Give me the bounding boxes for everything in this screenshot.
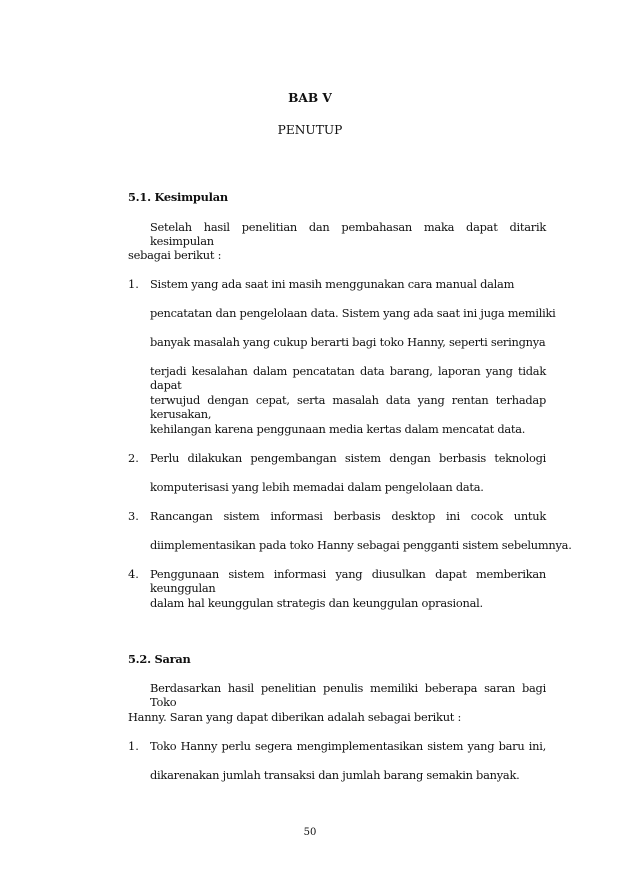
list-item-line: kehilangan karena penggunaan media kertas dalam mencatat data. <box>150 422 526 436</box>
list-item-line: Sistem yang ada saat ini masih menggunakan cara manual dalam <box>150 277 515 291</box>
list-item-line: komputerisasi yang lebih memadai dalam pengelolaan data. <box>150 480 484 494</box>
list-item-line: diimplementasikan pada toko Hanny sebagai pengganti sistem sebelumnya. <box>150 538 572 552</box>
paragraph-line: Berdasarkan hasil penelitian penulis memiliki beberapa saran bagi Toko <box>150 681 546 709</box>
list-item-line: Toko Hanny perlu segera mengimplementasikan sistem yang baru ini, <box>150 739 546 753</box>
section-heading-saran: 5.2. Saran <box>128 652 191 666</box>
chapter-label: BAB V <box>288 91 332 105</box>
list-item-number: 1. <box>128 739 139 753</box>
list-item-number: 4. <box>128 567 139 581</box>
list-item-line: Rancangan sistem informasi berbasis desktop ini cocok untuk <box>150 509 546 523</box>
chapter-title: PENUTUP <box>277 123 343 137</box>
list-item-line: pencatatan dan pengelolaan data. Sistem yang ada saat ini juga memiliki <box>150 306 556 320</box>
list-item-number: 3. <box>128 509 139 523</box>
list-item-line: dalam hal keunggulan strategis dan keunggulan oprasional. <box>150 596 483 610</box>
list-item-line: Penggunaan sistem informasi yang diusulkan dapat memberikan keunggulan <box>150 567 546 595</box>
paragraph-line: Hanny. Saran yang dapat diberikan adalah sebagai berikut : <box>128 710 462 724</box>
page-number: 50 <box>303 827 317 838</box>
list-item-line: terwujud dengan cepat, serta masalah data yang rentan terhadap kerusakan, <box>150 393 546 421</box>
list-item-number: 1. <box>128 277 139 291</box>
list-item-number: 2. <box>128 451 139 465</box>
paragraph-line: Setelah hasil penelitian dan pembahasan maka dapat ditarik kesimpulan <box>150 220 546 248</box>
list-item-line: Perlu dilakukan pengembangan sistem dengan berbasis teknologi <box>150 451 546 465</box>
paragraph-line: sebagai berikut : <box>128 248 222 262</box>
list-item-line: dikarenakan jumlah transaksi dan jumlah barang semakin banyak. <box>150 768 520 782</box>
list-item-line: banyak masalah yang cukup berarti bagi toko Hanny, seperti seringnya <box>150 335 546 349</box>
list-item-line: terjadi kesalahan dalam pencatatan data barang, laporan yang tidak dapat <box>150 364 546 392</box>
section-heading-kesimpulan: 5.1. Kesimpulan <box>128 190 228 204</box>
